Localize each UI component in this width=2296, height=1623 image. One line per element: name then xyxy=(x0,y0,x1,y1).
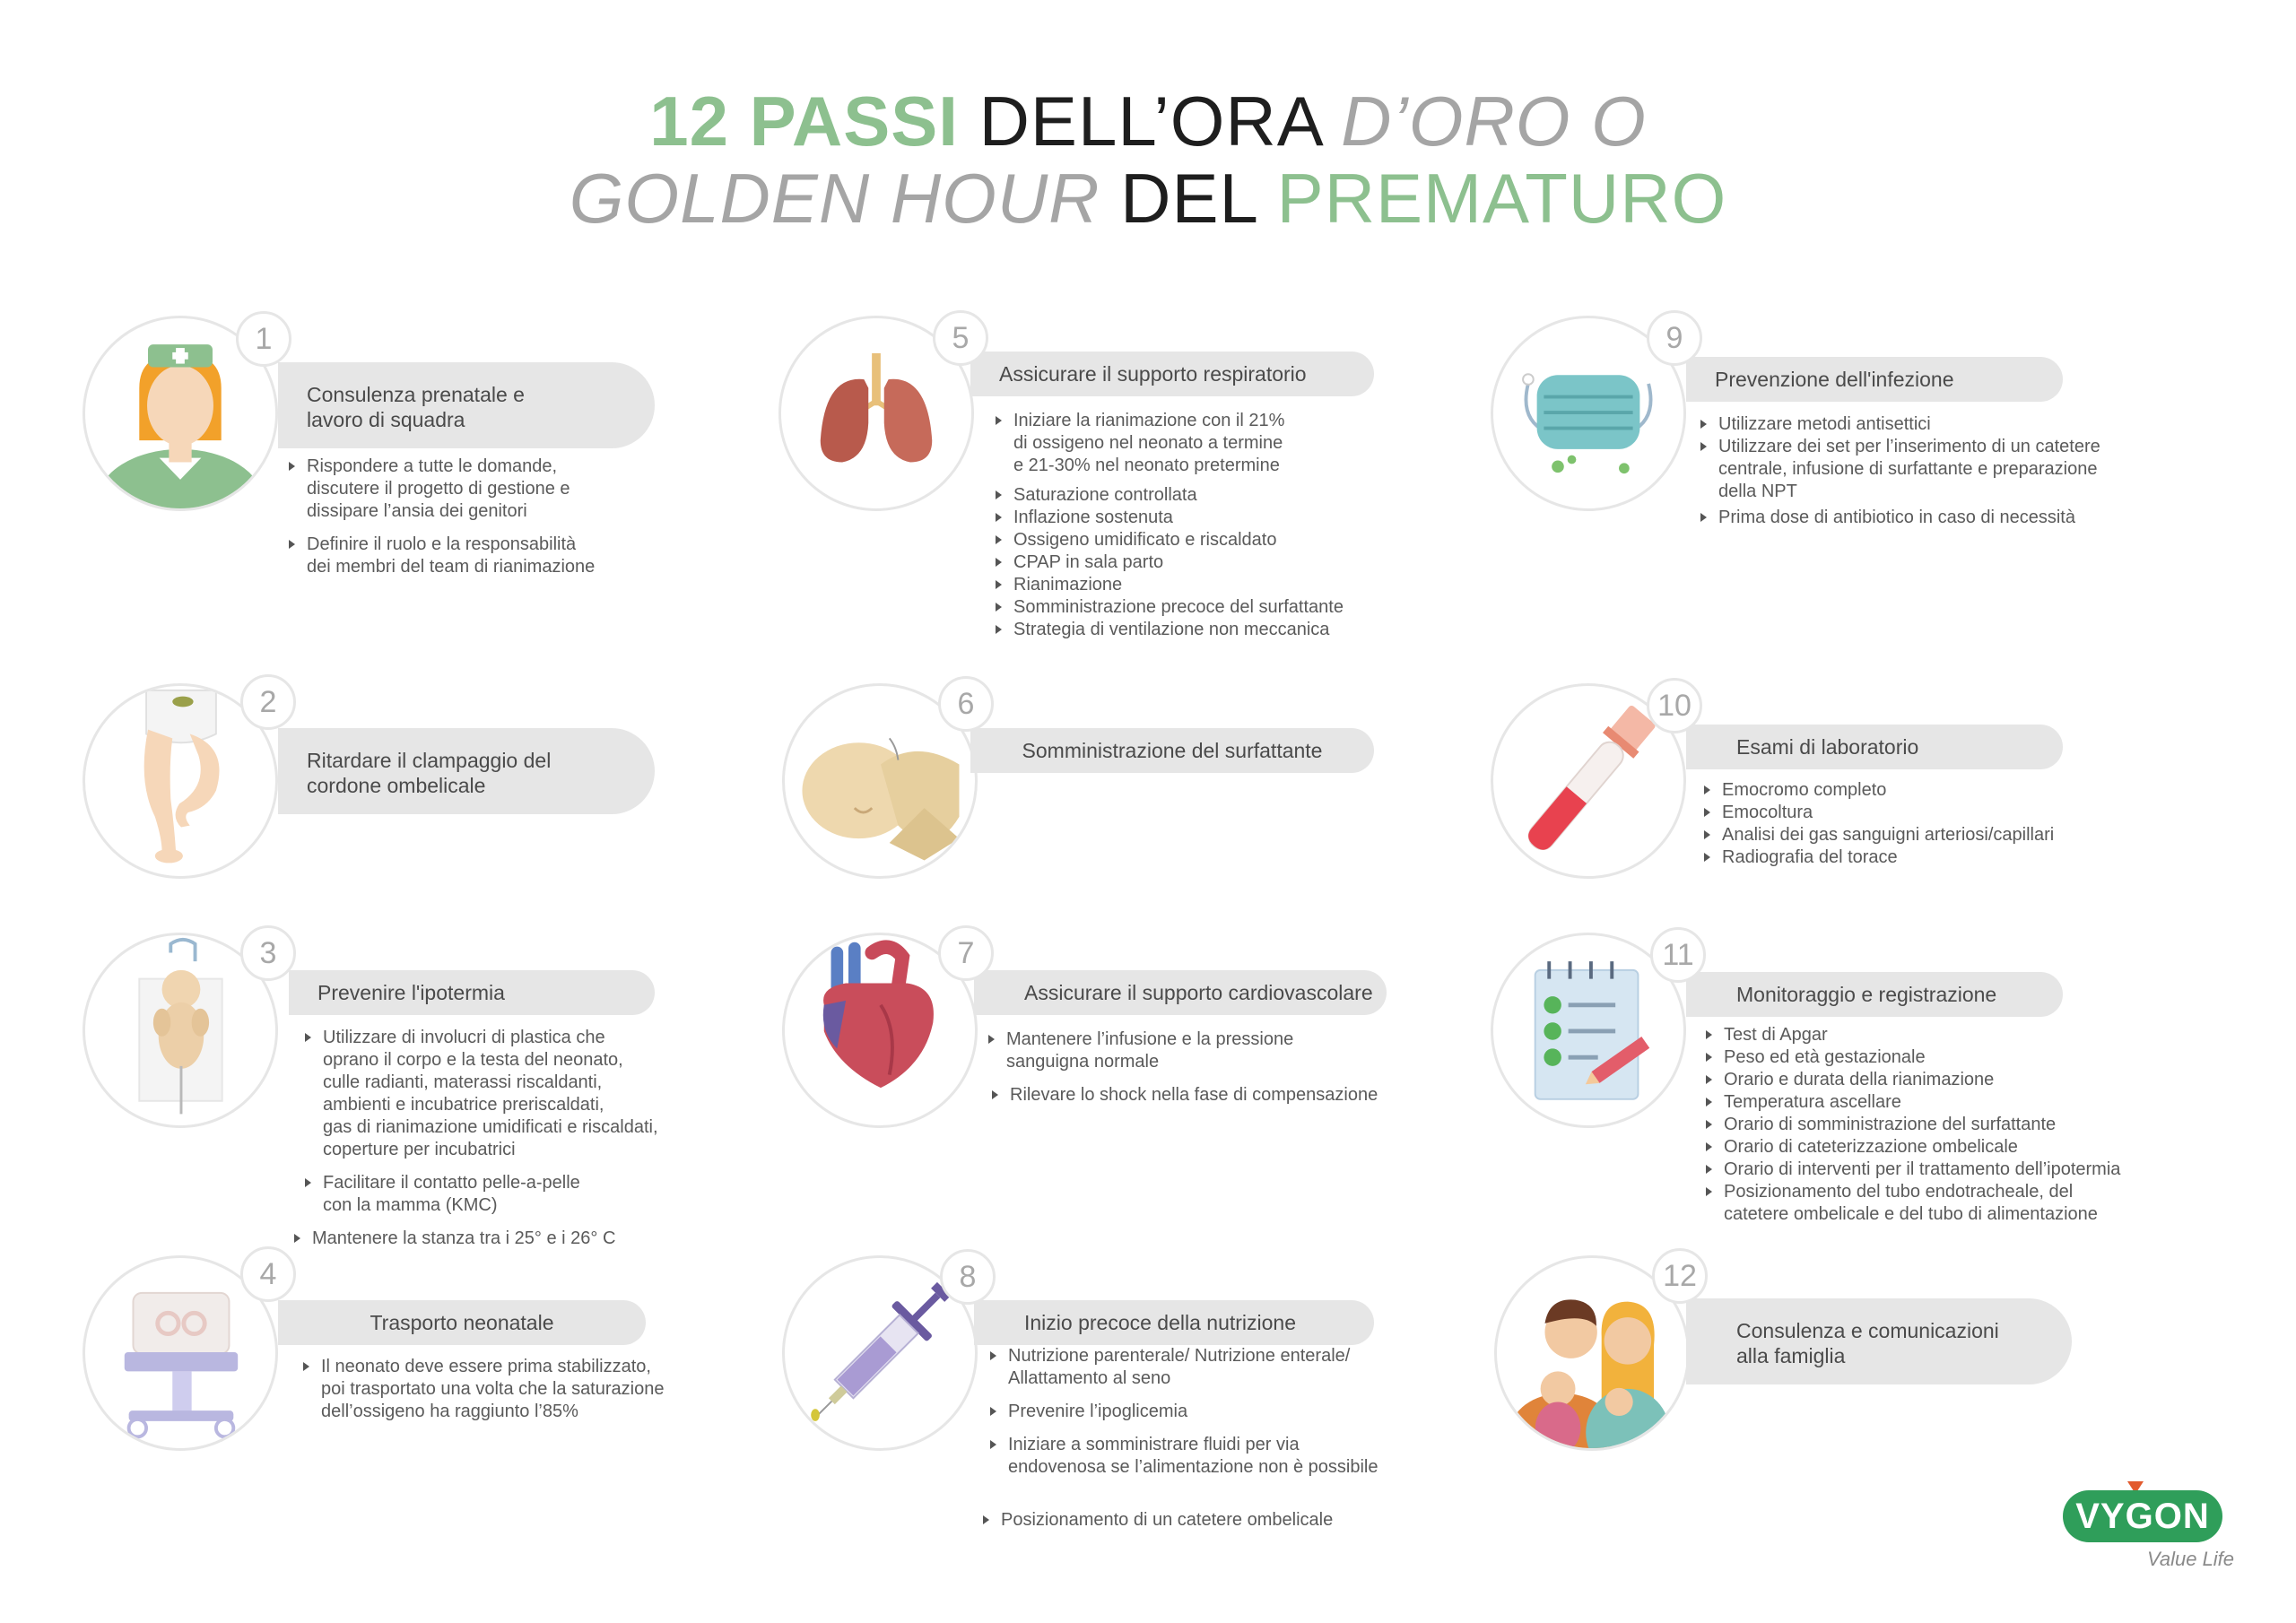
logo-brand: VYGON xyxy=(2063,1490,2222,1542)
list-item: Emocromo completo xyxy=(1704,779,2054,802)
step-4-list xyxy=(303,1356,664,1423)
step-7-number: 7 xyxy=(938,925,994,981)
step-5-number: 5 xyxy=(933,310,988,366)
page-title-line-2 xyxy=(0,160,2296,237)
list-item: Emocoltura xyxy=(1704,802,2054,824)
step-11-title-pill xyxy=(1686,972,2063,1017)
step-11-title: Monitoraggio e registrazione xyxy=(1736,983,1997,1006)
step-8-title-pill xyxy=(974,1300,1374,1345)
step-11-number: 11 xyxy=(1650,927,1706,983)
step-12-title-pill xyxy=(1686,1298,2072,1384)
step-3-number: 3 xyxy=(240,925,296,981)
step-4-title-pill xyxy=(278,1300,646,1345)
list-item: Utilizzare dei set per l’inserimento di un catetere centrale, infusione di surfattante e preparazione della NPT xyxy=(1700,436,2100,503)
step-2-number: 2 xyxy=(240,674,296,730)
step-8-number: 8 xyxy=(940,1249,996,1305)
list-item: Ossigeno umidificato e riscaldato xyxy=(996,529,1344,551)
step-1-title-pill xyxy=(278,362,655,448)
step-12-title: Consulenza e comunicazioni alla famiglia xyxy=(1736,1319,1999,1367)
step-10-list xyxy=(1704,779,2054,869)
list-item: Saturazione controllata xyxy=(996,484,1344,507)
list-item: Somministrazione precoce del surfattante xyxy=(996,596,1344,619)
step-5-title: Assicurare il supporto respiratorio xyxy=(999,362,1307,386)
list-item: Posizionamento del tubo endotracheale, del catetere ombelicale e del tubo di alimentazione xyxy=(1706,1181,2120,1226)
list-item: Mantenere l’infusione e la pressione sanguigna normale xyxy=(988,1028,1378,1073)
list-item: Facilitare il contatto pelle-a-pelle con la mamma (KMC) xyxy=(305,1172,658,1217)
step-10-title: Esami di laboratorio xyxy=(1736,735,1919,759)
list-item: Orario di cateterizzazione ombelicale xyxy=(1706,1136,2120,1159)
list-item: Prima dose di antibiotico in caso di necessità xyxy=(1700,507,2100,529)
list-item: Utilizzare metodi antisettici xyxy=(1700,413,2100,436)
list-item: Posizionamento di un catetere ombelicale xyxy=(983,1509,1378,1532)
step-1-list xyxy=(289,456,595,589)
step-10-title-pill xyxy=(1686,725,2063,769)
list-item: Iniziare a somministrare fluidi per via endovenosa se l’alimentazione non è possibile xyxy=(990,1434,1378,1479)
title-golden-hour: GOLDEN HOUR xyxy=(569,159,1100,238)
step-9-title: Prevenzione dell'infezione xyxy=(1715,368,1954,391)
title-12-passi: 12 PASSI xyxy=(649,82,959,161)
list-item: Il neonato deve essere prima stabilizzato, poi trasportato una volta che la saturazione dell’ossigeno ha raggiunto l’85% xyxy=(303,1356,664,1423)
title-del: DEL xyxy=(1100,159,1277,238)
step-9-title-pill xyxy=(1686,357,2063,402)
title-doro: D’ORO O xyxy=(1341,82,1647,161)
step-7-title-pill xyxy=(974,970,1387,1015)
page-title-line-1 xyxy=(0,82,2296,160)
step-3-list xyxy=(305,1027,658,1261)
step-7-title: Assicurare il supporto cardiovascolare xyxy=(1024,981,1373,1004)
list-item: Inflazione sostenuta xyxy=(996,507,1344,529)
step-3-title: Prevenire l'ipotermia xyxy=(317,981,505,1004)
step-12-number: 12 xyxy=(1652,1248,1708,1304)
list-item: Peso ed età gestazionale xyxy=(1706,1046,2120,1069)
step-2-title: Ritardare il clampaggio del cordone ombelicale xyxy=(307,749,552,797)
logo-tagline: Value Life xyxy=(2147,1548,2235,1570)
list-item: Temperatura ascellare xyxy=(1706,1091,2120,1114)
step-6-number: 6 xyxy=(938,676,994,732)
step-9-list xyxy=(1700,413,2100,529)
list-item: Test di Apgar xyxy=(1706,1024,2120,1046)
list-item: Strategia di ventilazione non meccanica xyxy=(996,619,1344,641)
step-8-list xyxy=(990,1345,1378,1542)
list-item: Rianimazione xyxy=(996,574,1344,596)
list-item: Nutrizione parenterale/ Nutrizione enterale/ Allattamento al seno xyxy=(990,1345,1378,1390)
step-4-number: 4 xyxy=(240,1246,296,1302)
list-item: Rispondere a tutte le domande, discutere il progetto di gestione e dissipare l’ansia dei genitori xyxy=(289,456,595,523)
step-7-list xyxy=(988,1028,1378,1117)
list-item: Analisi dei gas sanguigni arteriosi/capillari xyxy=(1704,824,2054,846)
list-item: Radiografia del torace xyxy=(1704,846,2054,869)
step-5-list xyxy=(996,410,1344,641)
step-10-number: 10 xyxy=(1647,678,1702,733)
step-8-title: Inizio precoce della nutrizione xyxy=(1024,1311,1297,1334)
title-prematuro: PREMATURO xyxy=(1276,159,1727,238)
list-item: Orario di interventi per il trattamento dell’ipotermia xyxy=(1706,1159,2120,1181)
list-item: Mantenere la stanza tra i 25° e i 26° C xyxy=(294,1228,658,1250)
list-item: Rilevare lo shock nella fase di compensazione xyxy=(992,1084,1378,1107)
step-5-title-pill xyxy=(970,352,1374,396)
list-item: Utilizzare di involucri di plastica che oprano il corpo e la testa del neonato, culle radianti, materassi riscaldanti, ambienti e incubatrice preriscaldati, gas di rianimazione umidificati e riscaldati, coperture per incubatrici xyxy=(305,1027,658,1161)
list-item: Iniziare la rianimazione con il 21% di ossigeno nel neonato a termine e 21-30% nel neonato pretermine xyxy=(996,410,1344,477)
step-1-title: Consulenza prenatale e lavoro di squadra xyxy=(307,383,525,431)
step-2-title-pill xyxy=(278,728,655,814)
title-dellora: DELL’ORA xyxy=(958,82,1342,161)
step-4-title: Trasporto neonatale xyxy=(370,1311,554,1334)
list-item: Orario di somministrazione del surfattante xyxy=(1706,1114,2120,1136)
step-3-title-pill xyxy=(289,970,655,1015)
step-6-title: Somministrazione del surfattante xyxy=(1022,739,1323,762)
step-11-list xyxy=(1706,1024,2120,1226)
step-6-title-pill xyxy=(970,728,1374,773)
step-9-number: 9 xyxy=(1647,310,1702,366)
list-item: Definire il ruolo e la responsabilità dei membri del team di rianimazione xyxy=(289,534,595,578)
list-item: Prevenire l’ipoglicemia xyxy=(990,1401,1378,1423)
list-item: Orario e durata della rianimazione xyxy=(1706,1069,2120,1091)
step-1-number: 1 xyxy=(236,311,291,367)
list-item: CPAP in sala parto xyxy=(996,551,1344,574)
